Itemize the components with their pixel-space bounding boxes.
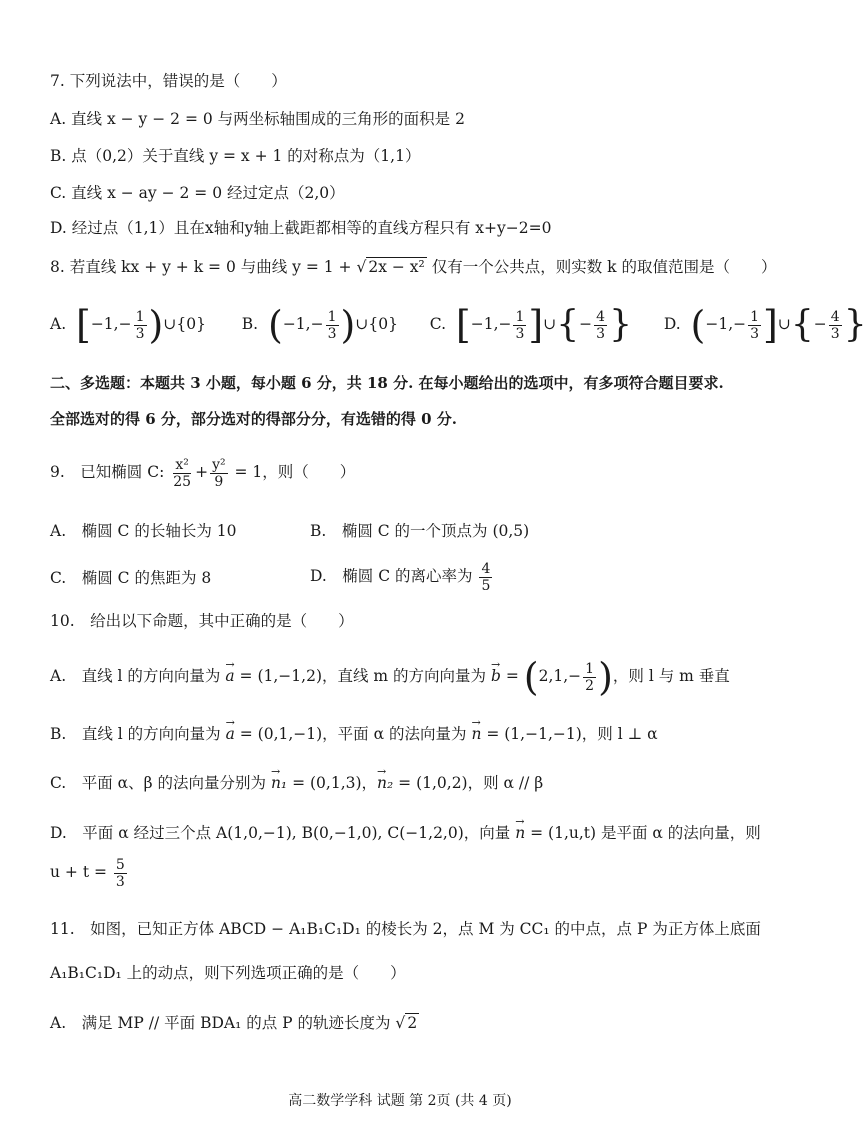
q10-option-d: D. 平面 α 经过三个点 A(1,0,−1), B(0,−1,0), C(−1,2,0)，向量 → n = (1,u,t) 是平面 α 的法向量，则 <box>50 822 761 844</box>
q7-option-a: A. 直线 x − y − 2 = 0 与两坐标轴围成的三角形的面积是 2 <box>50 110 465 128</box>
q9-option-b: B. 椭圆 C 的一个顶点为 (0,5) <box>310 522 530 540</box>
q10-option-d-cont: u + t = $\frac{5}{3}$ <box>50 856 125 890</box>
q9-option-a: A. 椭圆 C 的长轴长为 10 <box>50 522 237 540</box>
q9-stem: 9. 已知椭圆 C: $\frac{\text{x²}}{25}$ + $\frac{\text{y²}}{9}$ = 1，则（ ） <box>50 456 356 490</box>
q11-stem: 11. 如图，已知正方体 ABCD − A₁B₁C₁D₁ 的棱长为 2，点 M 为 CC₁ 的中点，点 P 为正方体上底面 <box>50 920 761 938</box>
q8-option-c: C. [−1,− $\frac{1}{3}$ ]∪{− $\frac{4}{3}$ } <box>429 303 632 347</box>
q7-option-d: D. 经过点（1,1）且在x轴和y轴上截距都相等的直线方程只有 x+y−2=0 <box>50 219 552 237</box>
q8-option-b: B. (−1,− $\frac{1}{3}$ )∪{0} <box>241 303 403 347</box>
q8-option-d: D. (−1,− $\frac{1}{3}$ ]∪{− $\frac{4}{3}$ } <box>663 303 867 347</box>
section2-rule: 全部选对的得 6 分，部分选对的得部分分，有选错的得 0 分. <box>50 410 457 428</box>
q7-option-b: B. 点（0,2）关于直线 y = x + 1 的对称点为（1,1） <box>50 147 421 165</box>
q8-sqrt: 2x − x² <box>368 258 425 276</box>
q9-option-d: D. 椭圆 C 的离心率为 $\frac{4}{5}$ <box>310 560 491 594</box>
page-footer: 高二数学学科 试题 第 2页 (共 4 页) <box>288 1093 512 1109</box>
q9-option-c: C. 椭圆 C 的焦距为 8 <box>50 569 212 587</box>
section2-heading: 二、多选题：本题共 3 小题，每小题 6 分，共 18 分. 在每小题给出的选项中，有多项符合题目要求. <box>50 374 724 392</box>
q7-stem: 7. 下列说法中，错误的是（ ） <box>50 72 287 90</box>
q7-option-c: C. 直线 x − ay − 2 = 0 经过定点（2,0） <box>50 184 345 202</box>
q11-stem-cont: A₁B₁C₁D₁ 上的动点，则下列选项正确的是（ ） <box>50 964 406 982</box>
q10-option-c: C. 平面 α、β 的法向量分别为 → n₁ = (0,1,3)，→ n₂ = (1,0,2)，则 α // β <box>50 772 543 794</box>
q11-option-a: A. 满足 MP // 平面 BDA₁ 的点 P 的轨迹长度为 √ 2 <box>50 1014 418 1032</box>
q10-stem: 10. 给出以下命题，其中正确的是（ ） <box>50 612 354 630</box>
q8-stem: 8. 若直线 kx + y + k = 0 与曲线 y = 1 + √ 2x − x² 仅有一个公共点，则实数 k 的取值范围是（ ） <box>50 258 777 276</box>
q8-option-a: A. [−1,− $\frac{1}{3}$ )∪{0} <box>50 303 211 347</box>
q10-option-b: B. 直线 l 的方向向量为 → a = (0,1,−1)，平面 α 的法向量为 → n = (1,−1,−1)，则 l ⊥ α <box>50 723 658 745</box>
q10-option-a: A. 直线 l 的方向向量为 → a = (1,−1,2)，直线 m 的方向向量为 → b = (2,1,− $\frac{1}{2}$ )，则 l 与 m 垂直 <box>50 656 730 696</box>
q8-options <box>50 300 867 348</box>
